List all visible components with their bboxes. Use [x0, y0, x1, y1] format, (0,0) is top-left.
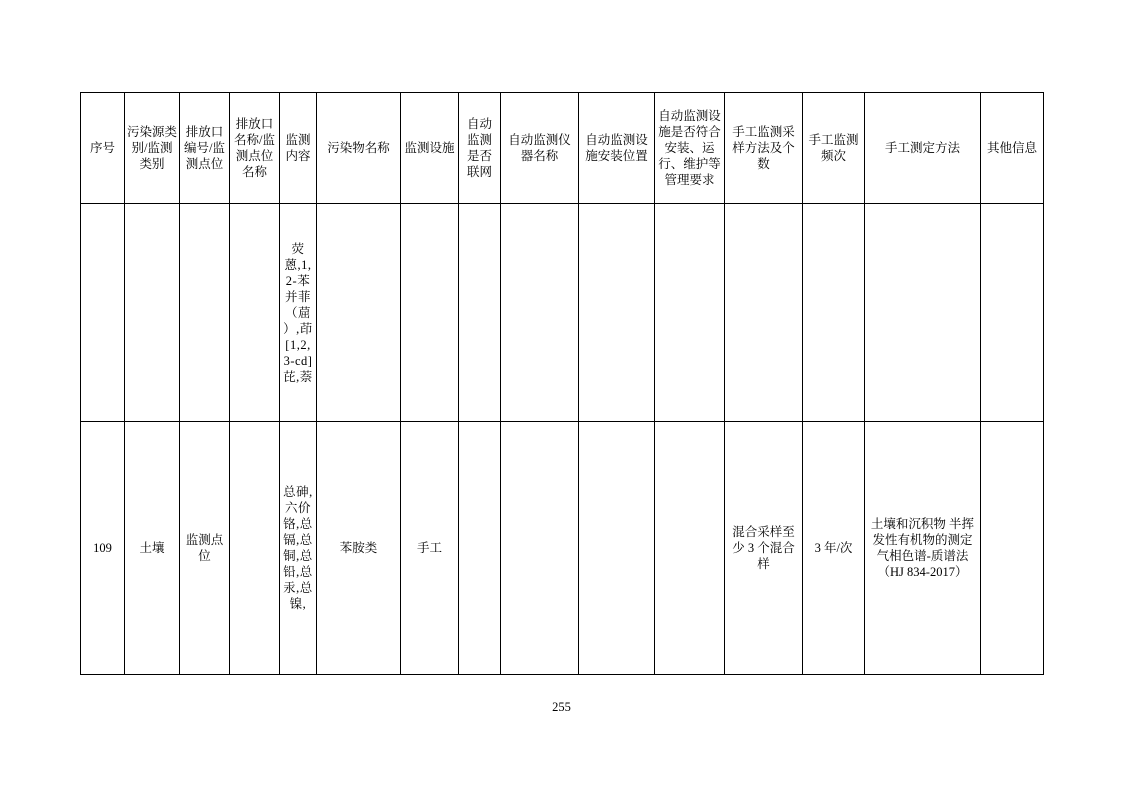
monitoring-plan-table-wrapper: [80, 92, 1043, 675]
cell-auto-compliance: [655, 204, 725, 422]
column-header-index: 序号: [81, 93, 125, 204]
column-header-auto-compliance: 自动监测设施是否符合安装、运行、维护等管理要求: [655, 93, 725, 204]
cell-outlet-name: [230, 422, 280, 675]
cell-auto-install-position: [579, 422, 655, 675]
column-header-manual-method: 手工测定方法: [865, 93, 981, 204]
column-header-manual-frequency: 手工监测频次: [803, 93, 865, 204]
table-row: [81, 204, 1044, 422]
column-header-outlet-name: 排放口名称/监测点位名称: [230, 93, 280, 204]
cell-auto-instrument: [501, 422, 579, 675]
column-header-auto-networked: 自动监测是否联网: [459, 93, 501, 204]
page-number: 255: [552, 700, 571, 714]
cell-other-info: [981, 204, 1044, 422]
cell-index: 109: [81, 422, 125, 675]
column-header-pollutant-name: 污染物名称: [317, 93, 401, 204]
column-header-monitor-facility: 监测设施: [401, 93, 459, 204]
column-header-other-info: 其他信息: [981, 93, 1044, 204]
cell-manual-sampling: 混合采样至少 3 个混合样: [725, 422, 803, 675]
cell-outlet-name: [230, 204, 280, 422]
cell-manual-method: 土壤和沉积物 半挥发性有机物的测定 气相色谱-质谱法（HJ 834-2017）: [865, 422, 981, 675]
cell-outlet-code: 监测点位: [180, 422, 230, 675]
column-header-auto-instrument: 自动监测仪器名称: [501, 93, 579, 204]
cell-auto-instrument: [501, 204, 579, 422]
column-header-monitor-content: 监测内容: [280, 93, 317, 204]
cell-other-info: [981, 422, 1044, 675]
cell-index: [81, 204, 125, 422]
cell-auto-install-position: [579, 204, 655, 422]
cell-manual-frequency: 3 年/次: [803, 422, 865, 675]
cell-source-category: 土壤: [125, 422, 180, 675]
cell-auto-networked: [459, 422, 501, 675]
column-header-manual-sampling: 手工监测采样方法及个数: [725, 93, 803, 204]
cell-auto-networked: [459, 204, 501, 422]
cell-manual-method: [865, 204, 981, 422]
cell-monitor-content: 荧蒽,1,2-苯并菲（䓛）,茚[1,2,3-cd]芘,萘: [280, 204, 317, 422]
cell-manual-sampling: [725, 204, 803, 422]
cell-auto-compliance: [655, 422, 725, 675]
column-header-auto-install-position: 自动监测设施安装位置: [579, 93, 655, 204]
column-header-outlet-code: 排放口编号/监测点位: [180, 93, 230, 204]
table-header: [81, 93, 1044, 204]
cell-monitor-facility: [401, 204, 459, 422]
cell-outlet-code: [180, 204, 230, 422]
table-row: [81, 422, 1044, 675]
monitoring-plan-table: [80, 92, 1044, 675]
cell-monitor-facility: 手工: [401, 422, 459, 675]
cell-monitor-content: 总砷,六价铬,总镉,总铜,总铅,总汞,总镍,: [280, 422, 317, 675]
table-header-row: [81, 93, 1044, 204]
cell-pollutant-name: 苯胺类: [317, 422, 401, 675]
cell-source-category: [125, 204, 180, 422]
column-header-source-category: 污染源类别/监测类别: [125, 93, 180, 204]
cell-pollutant-name: [317, 204, 401, 422]
table-body: [81, 204, 1044, 675]
cell-manual-frequency: [803, 204, 865, 422]
